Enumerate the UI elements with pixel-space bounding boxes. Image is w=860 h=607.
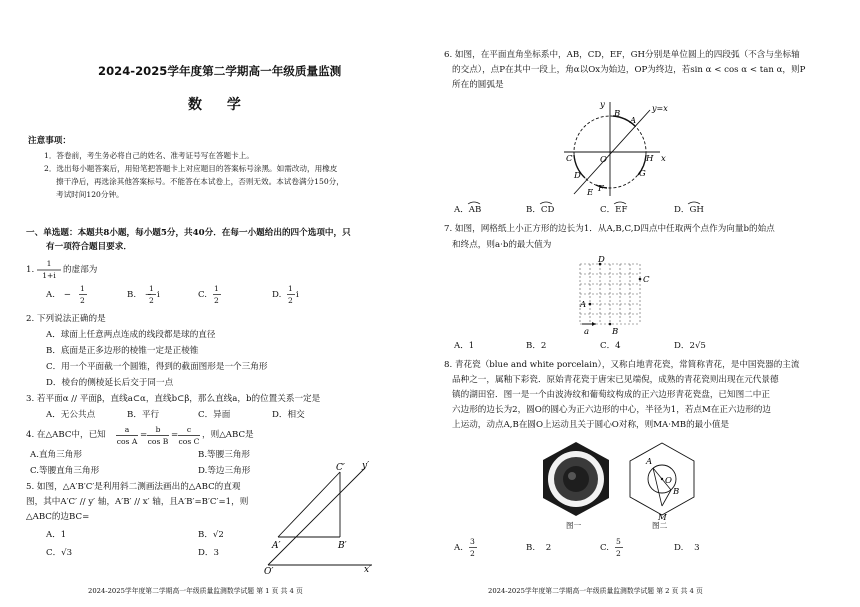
label-h: H bbox=[646, 154, 654, 164]
q6-stem-line: 的交点），点P在其中一段上，角α以Ox为始边，OP为终边，若sin α < cos α < tan α，则P bbox=[452, 65, 806, 75]
q8-option-d: D. 3 bbox=[674, 543, 700, 553]
frac-num: 5 bbox=[616, 537, 621, 546]
label-y: y′ bbox=[362, 461, 370, 471]
subject-title: 数 学 bbox=[188, 97, 251, 113]
y-axis bbox=[268, 468, 365, 565]
q8-stem-line: 上运动，动点A,B在圆O上运动且关于圆心O对称，则MA·MB的最小值是 bbox=[452, 420, 730, 430]
frac-den: 2 bbox=[288, 296, 293, 305]
exam-title: 2024-2025学年度第二学期高一年级质量监测 bbox=[98, 64, 342, 78]
notice-title: 注意事项： bbox=[28, 136, 71, 146]
frac-den: 2 bbox=[616, 549, 621, 558]
q3-option-a: A．无公共点 bbox=[46, 410, 96, 420]
label-x: x bbox=[661, 154, 666, 164]
label-c: C bbox=[566, 154, 573, 164]
label-a: A bbox=[646, 457, 653, 467]
q8-stem-line: 品种之一，属釉下彩瓷．原始青花瓷于唐宋已见端倪，成熟的青花瓷则出现在元代景德 bbox=[452, 375, 779, 385]
notice-line: 1．答卷前，考生务必将自己的姓名、准考证号写在答题卡上。 bbox=[44, 151, 254, 160]
q8-stem-line: 8. 青花瓷（blue and white porcelain），又称白地青花瓷，常简称青花，是中国瓷器的主流 bbox=[444, 360, 800, 370]
q2-option-d: D．棱台的侧棱延长后交于同一点 bbox=[46, 378, 174, 388]
frac-den: cos C bbox=[178, 437, 200, 446]
label-b: B bbox=[614, 109, 621, 119]
q5-option-d: D．3 bbox=[198, 548, 219, 558]
label-f: F bbox=[598, 184, 604, 194]
q4-option-a: A.直角三角形 bbox=[30, 450, 82, 460]
q4-option-b: B.等腰三角形 bbox=[198, 450, 251, 460]
q1-frac-den: 1+i bbox=[42, 271, 56, 280]
figure-2-caption: 图二 bbox=[652, 521, 668, 530]
q6-option-c: C．EF bbox=[600, 205, 628, 215]
segment-ac bbox=[278, 472, 340, 537]
frac-num: 1 bbox=[80, 284, 85, 293]
frac-num: b bbox=[155, 425, 161, 434]
q5-stem-line: 图，其中A′C′ // y′ 轴，A′B′ // x′ 轴，且A′B′=B′C′=1，则 bbox=[26, 497, 249, 507]
page-footer: 2024-2025学年度第二学期高一年级质量监测数学试题 第 2 页 共 4 页 bbox=[488, 587, 703, 595]
frac-num: a bbox=[124, 425, 130, 434]
q5-option-a: A．1 bbox=[46, 530, 67, 540]
q7-option-d: D．2√5 bbox=[674, 341, 706, 351]
label-y-equals-x: y=x bbox=[652, 104, 668, 113]
label-b: B′ bbox=[338, 541, 347, 551]
label-b: B bbox=[612, 327, 619, 337]
label-g: G bbox=[639, 169, 646, 179]
equals-sign: = bbox=[140, 430, 148, 440]
frac-den: 2 bbox=[149, 296, 154, 305]
q5-stem-line: 5. 如图，△A′B′C′是利用斜二测画法画出的△ABC的直观 bbox=[26, 482, 241, 492]
imag-unit: i bbox=[157, 290, 160, 300]
q3-option-d: D．相交 bbox=[272, 410, 305, 420]
label-d: D bbox=[598, 255, 605, 265]
q6-option-a: A．AB bbox=[454, 205, 482, 215]
q4-stem-suffix: ，则△ABC是 bbox=[202, 430, 254, 440]
q8-option-a: A. bbox=[454, 543, 463, 553]
q7-option-a: A．1 bbox=[454, 341, 475, 351]
notice-line: 考试时间120分钟。 bbox=[56, 190, 124, 199]
label-a: A′ bbox=[272, 541, 281, 551]
frac-num: 1 bbox=[214, 284, 219, 293]
label-vector-a: a bbox=[584, 327, 590, 337]
label-o: O bbox=[665, 476, 672, 486]
label-o: O′ bbox=[264, 567, 274, 577]
notice-line: 擦干净后，再选涂其他答案标号。不能答在本试卷上，否则无效。本试卷满分150分， bbox=[56, 177, 344, 186]
q3-option-b: B．平行 bbox=[127, 410, 160, 420]
q3-option-c: C．异面 bbox=[198, 410, 231, 420]
label-a: A bbox=[580, 300, 587, 310]
q8-fraction-bars bbox=[430, 0, 860, 607]
q6-stem-line: 所在的圆弧是 bbox=[452, 80, 504, 90]
frac-num: 3 bbox=[470, 537, 475, 546]
label-m: M bbox=[658, 513, 667, 523]
q6-stem-line: 6. 如图，在平面直角坐标系中，AB，CD，EF，GH分别是单位圆上的四段弧（不含与坐标轴 bbox=[444, 50, 800, 60]
label-y: y bbox=[600, 100, 605, 110]
q8-option-c: C. bbox=[600, 543, 610, 553]
q5-figure bbox=[258, 458, 378, 577]
figure-1-caption: 图一 bbox=[566, 521, 582, 530]
label-a: A bbox=[630, 116, 637, 126]
q4-option-d: D.等边三角形 bbox=[198, 466, 251, 476]
q1-option-c: C. bbox=[198, 290, 208, 300]
q5-option-c: C．√3 bbox=[46, 548, 73, 558]
frac-num: 1 bbox=[288, 284, 293, 293]
q2-option-b: B．底面是正多边形的棱锥一定是正棱锥 bbox=[46, 346, 199, 356]
q2-stem: 2. 下列说法正确的是 bbox=[26, 314, 106, 324]
q2-option-c: C．用一个平面截一个圆锥，得到的截面图形是一个三角形 bbox=[46, 362, 268, 372]
q7-option-c: C．4 bbox=[600, 341, 621, 351]
q7-stem-line: 和终点，则a·b的最大值为 bbox=[452, 240, 552, 250]
frac-den: cos B bbox=[147, 437, 169, 446]
q1-option-a: A. − bbox=[46, 290, 71, 300]
q1-number: 1. bbox=[26, 265, 35, 275]
section-heading: 有一项符合题目要求． bbox=[46, 242, 132, 252]
q3-stem: 3. 若平面α // 平面β，直线a⊂α，直线b⊂β，那么直线a，b的位置关系一定是 bbox=[26, 394, 321, 404]
q5-option-b: B．√2 bbox=[198, 530, 224, 540]
label-o: O bbox=[600, 155, 607, 165]
label-x: x′ bbox=[364, 565, 372, 575]
q6-option-d: D．GH bbox=[674, 205, 704, 215]
q7-stem-line: 7. 如图，网格纸上小正方形的边长为1．从A,B,C,D四点中任取两个点作为向量b的始点 bbox=[444, 224, 775, 234]
frac-num: 1 bbox=[149, 284, 154, 293]
q1-option-b: B. − bbox=[127, 290, 152, 300]
q4-stem-prefix: 4. 在△ABC中，已知 bbox=[26, 430, 106, 440]
section-heading: 一、单选题：本题共8小题，每小题5分，共40分．在每一小题给出的四个选项中，只 bbox=[26, 228, 351, 238]
label-d: D bbox=[574, 171, 581, 181]
page-footer: 2024-2025学年度第二学期高一年级质量监测数学试题 第 1 页 共 4 页 bbox=[88, 587, 303, 595]
q6-option-b: B．CD bbox=[526, 205, 555, 215]
q2-option-a: A．球面上任意两点连成的线段都是球的直径 bbox=[46, 330, 216, 340]
q1-frac-num: 1 bbox=[46, 259, 52, 268]
notice-line: 2．选出每小题答案后，用铅笔把答题卡上对应题目的答案标号涂黑。如需改动，用橡皮 bbox=[44, 164, 338, 173]
frac-num: c bbox=[186, 425, 192, 434]
q5-stem-line: △ABC的边BC= bbox=[26, 512, 90, 522]
q4-option-c: C.等腰直角三角形 bbox=[30, 466, 100, 476]
exam-page-2 bbox=[430, 0, 860, 607]
label-b: B bbox=[673, 487, 680, 497]
frac-den: 2 bbox=[470, 549, 475, 558]
frac-den: 2 bbox=[214, 296, 219, 305]
imag-unit: i bbox=[296, 290, 299, 300]
label-c: C′ bbox=[336, 463, 345, 473]
q8-stem-line: 镇的湖田窑．图一是一个由波涛纹和葡萄纹构成的正六边形青花瓷盘，已知图二中正 bbox=[452, 390, 770, 400]
q1-stem: 的虚部为 bbox=[63, 265, 98, 275]
frac-den: cos A bbox=[116, 437, 138, 446]
q8-stem-line: 六边形的边长为2，圆O的圆心为正六边形的中心，半径为1，若点M在正六边形的边 bbox=[452, 405, 771, 415]
equals-sign: = bbox=[171, 430, 179, 440]
label-c: C bbox=[643, 275, 650, 285]
q1-option-d: D. bbox=[272, 290, 282, 300]
q8-option-b: B. 2 bbox=[526, 543, 552, 553]
frac-den: 2 bbox=[80, 296, 85, 305]
q7-option-b: B．2 bbox=[526, 341, 547, 351]
label-e: E bbox=[587, 188, 594, 198]
